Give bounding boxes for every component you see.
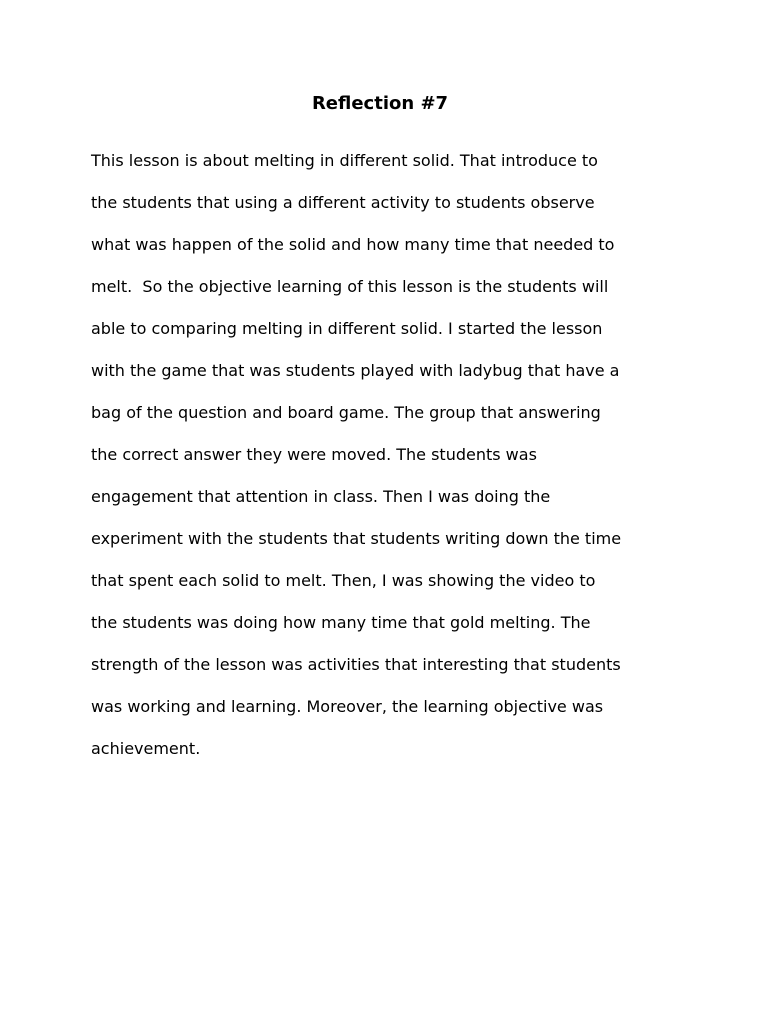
paragraph-line: the students that using a different activity to students observe bbox=[91, 193, 595, 212]
paragraph-line: melt. So the objective learning of this lesson is the students will bbox=[91, 277, 609, 296]
document-title: Reflection #7 bbox=[311, 93, 449, 114]
paragraph-line: bag of the question and board game. The group that answering bbox=[91, 403, 601, 422]
paragraph-line: engagement that attention in class. Then I was doing the bbox=[91, 487, 551, 506]
paragraph-line: that spent each solid to melt. Then, I was showing the video to bbox=[91, 571, 596, 590]
paragraph-line: was working and learning. Moreover, the learning objective was bbox=[91, 697, 604, 716]
paragraph-line: able to comparing melting in different solid. I started the lesson bbox=[91, 319, 603, 338]
paragraph-line: the correct answer they were moved. The students was bbox=[91, 445, 537, 464]
paragraph-line: with the game that was students played with ladybug that have a bbox=[91, 361, 620, 380]
paragraph-line: strength of the lesson was activities that interesting that students bbox=[91, 655, 621, 674]
paragraph-line: experiment with the students that students writing down the time bbox=[91, 529, 622, 548]
paragraph-line: achievement. bbox=[91, 739, 201, 758]
reflection-paragraph bbox=[91, 148, 621, 778]
paragraph-line: the students was doing how many time that gold melting. The bbox=[91, 613, 591, 632]
paragraph-line: This lesson is about melting in different solid. That introduce to bbox=[91, 151, 598, 170]
paragraph-line: what was happen of the solid and how many time that needed to bbox=[91, 235, 615, 254]
